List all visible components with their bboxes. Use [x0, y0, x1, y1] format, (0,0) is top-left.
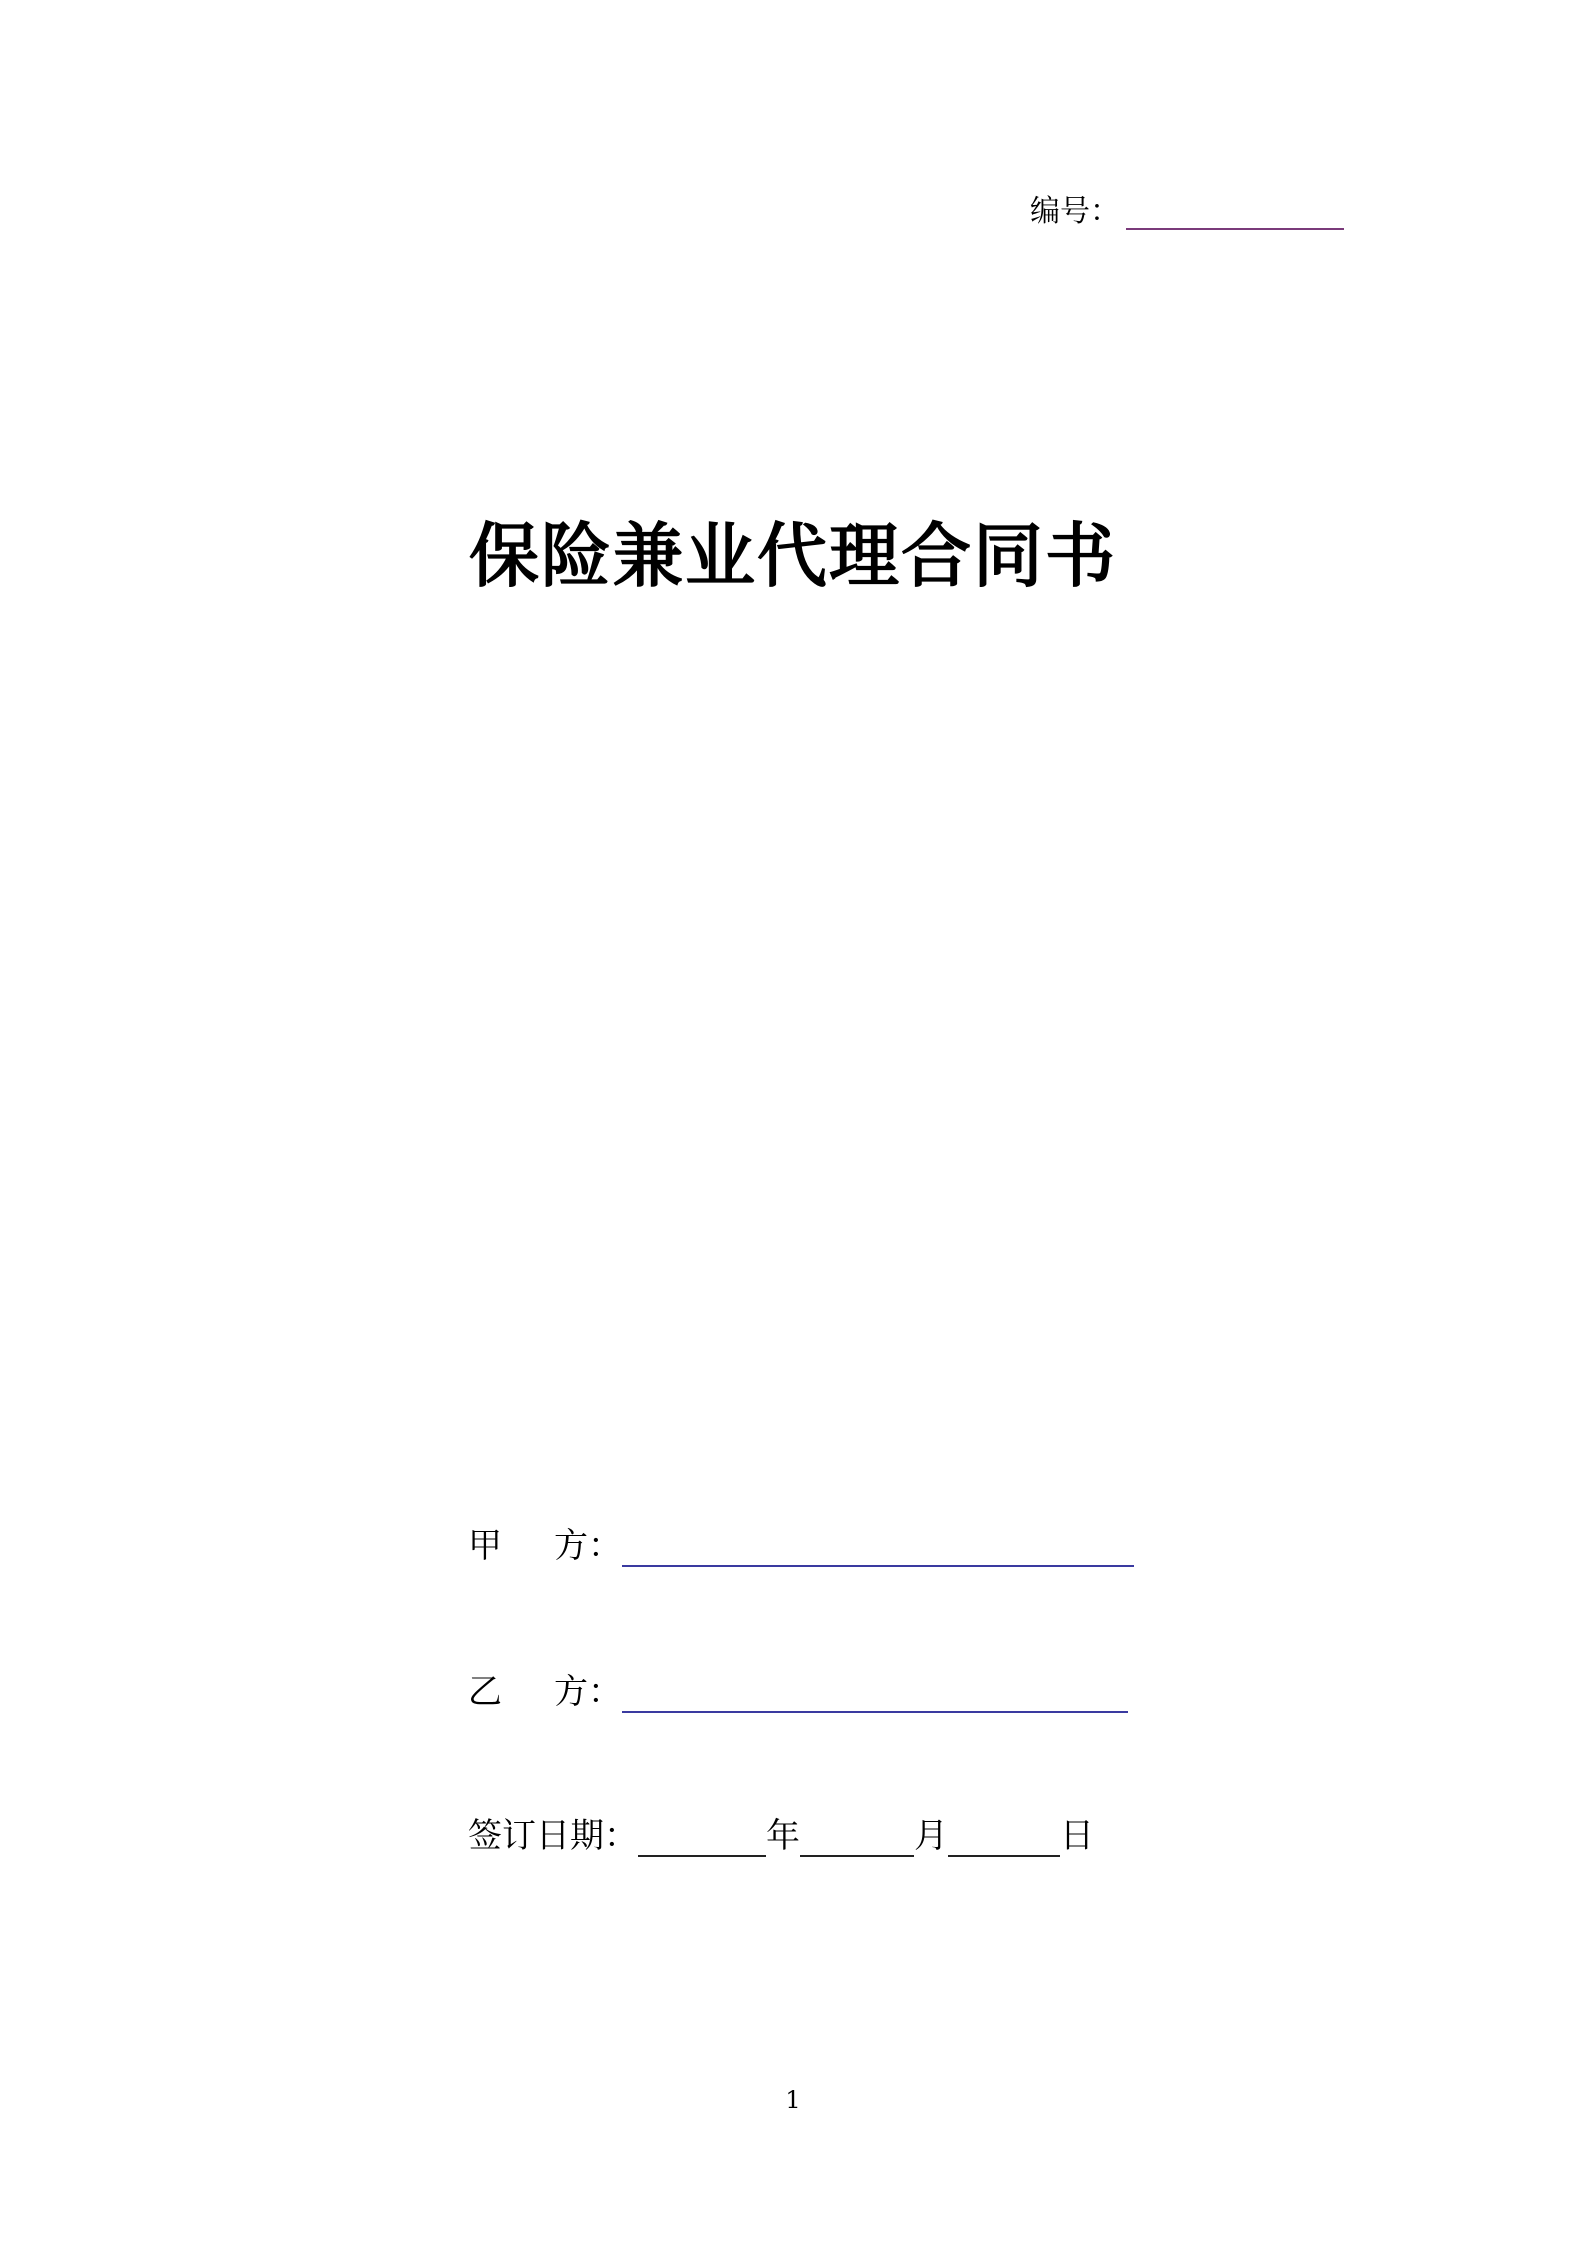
party-a-label-char-2: 方	[554, 1526, 588, 1566]
sign-date-label: 签订日期：	[468, 1816, 638, 1856]
document-title: 保险兼业代理合同书	[469, 514, 1117, 597]
serial-number-blank[interactable]	[1126, 196, 1344, 230]
sign-year-blank[interactable]	[638, 1817, 766, 1857]
sign-day-label: 日	[1060, 1816, 1094, 1856]
party-b-blank[interactable]	[622, 1673, 1128, 1713]
party-a-field	[468, 1518, 1134, 1567]
sign-date-field	[468, 1808, 1094, 1857]
party-b-colon: ：	[588, 1672, 622, 1712]
party-a-colon: ：	[588, 1526, 622, 1566]
sign-day-blank[interactable]	[948, 1817, 1060, 1857]
sign-month-blank[interactable]	[800, 1817, 914, 1857]
party-b-field	[468, 1664, 1128, 1713]
party-a-label-char-1: 甲	[468, 1526, 502, 1566]
sign-year-label: 年	[766, 1816, 800, 1856]
party-b-label	[468, 1664, 588, 1713]
sign-month-label: 月	[914, 1816, 948, 1856]
page-number: 1	[785, 2086, 801, 2114]
party-b-label-char-2: 方	[554, 1672, 588, 1712]
party-b-label-char-1: 乙	[468, 1672, 502, 1712]
serial-number-field	[1030, 190, 1344, 230]
serial-number-label: 编号：	[1030, 194, 1120, 229]
party-a-label	[468, 1518, 588, 1567]
party-a-blank[interactable]	[622, 1527, 1134, 1567]
